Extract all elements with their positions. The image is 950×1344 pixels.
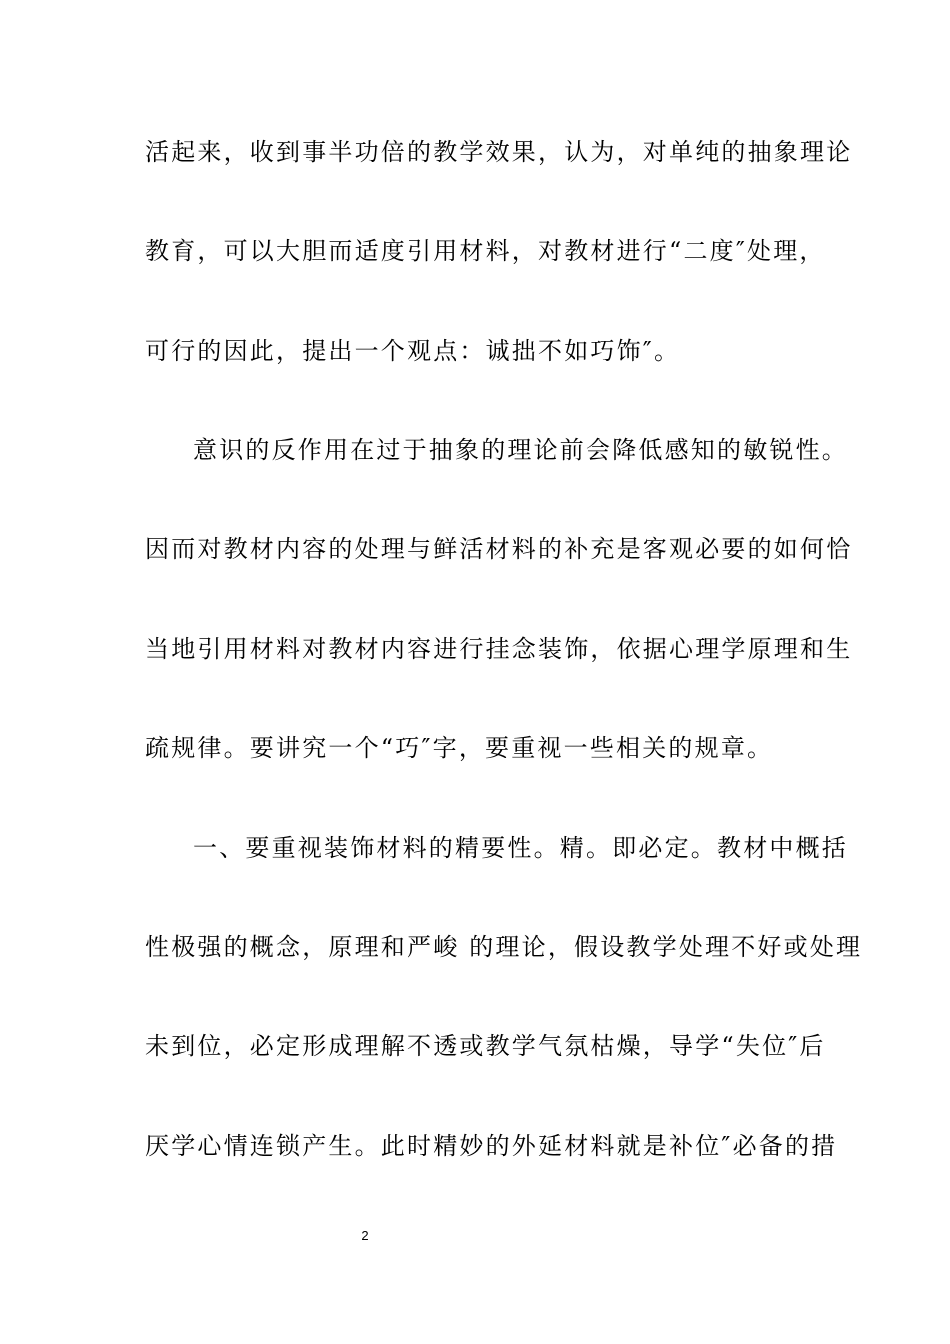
- text-line-7: 疏规律。要讲究一个“巧″字，要重视一些相关的规章。: [145, 734, 774, 762]
- text-line-10: 未到位，必定形成理解不透或教学气氛枯燥，导学“失位″后: [145, 1032, 826, 1060]
- text-line-1: 活起来，收到事半功倍的教学效果，认为，对单纯的抽象理论: [145, 138, 853, 166]
- text-line-5: 因而对教材内容的处理与鲜活材料的补充是客观必要的如何恰: [145, 535, 853, 563]
- text-line-3: 可行的因此，提出一个观点：诚拙不如巧饰″。: [145, 337, 681, 365]
- text-line-11: 厌学心情连锁产生。此时精妙的外延材料就是补位″必备的措: [145, 1132, 838, 1160]
- text-line-6: 当地引用材料对教材内容进行挂念装饰，依据心理学原理和生: [145, 635, 853, 663]
- text-line-9: 性极强的概念，原理和严峻 的理论，假设教学处理不好或处理: [145, 933, 863, 961]
- text-line-8: 一、要重视装饰材料的精要性。精。即必定。教材中概括: [193, 834, 848, 862]
- page-number: 2: [361, 1228, 369, 1243]
- text-line-2: 教育，可以大胆而适度引用材料，对教材进行“二度″处理，: [145, 237, 826, 265]
- text-line-4: 意识的反作用在过于抽象的理论前会降低感知的敏锐性。: [193, 436, 848, 464]
